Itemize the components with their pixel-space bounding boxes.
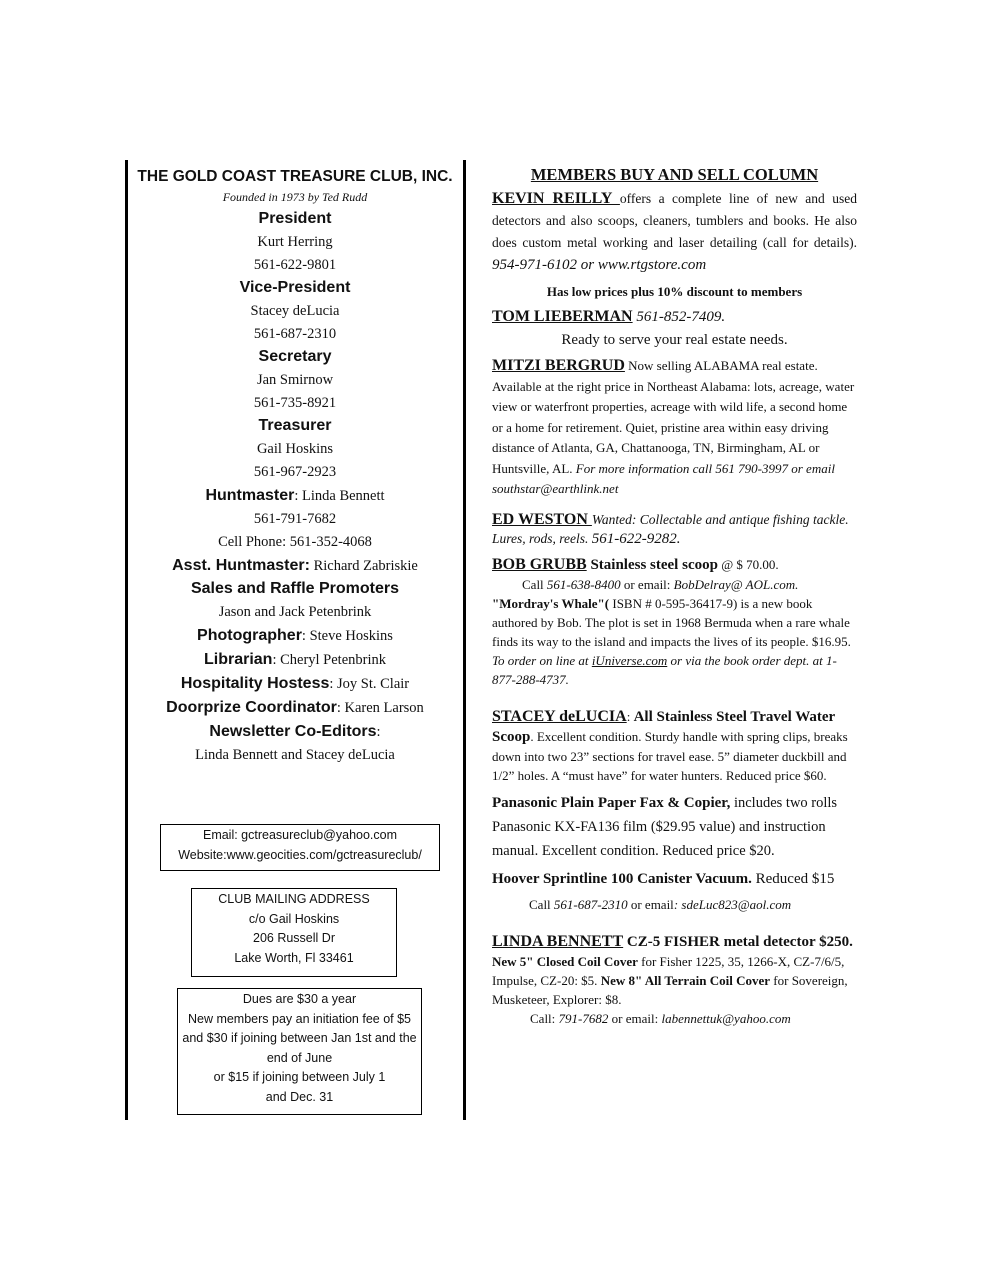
photographer-label: Photographer	[197, 627, 302, 644]
buy-sell-column	[492, 165, 857, 1028]
linda-call-row	[492, 1009, 857, 1028]
huntmaster-phone: 561-791-7682	[253, 511, 337, 527]
mitzi-more: For more information call 561 790-3997 or email southstar@earthlink.net	[492, 460, 835, 496]
bob-call-row	[492, 575, 857, 594]
asst-huntmaster-name: Richard Zabriskie	[309, 558, 418, 574]
stacey-name: STACEY deLUCIA	[492, 707, 627, 725]
ed-text: Wanted: Collectable and antique fishing tackle. Lures, rods, reels.	[492, 511, 849, 546]
linda-call-label: Call:	[530, 1010, 559, 1026]
mailing-heading: CLUB MAILING ADDRESS	[218, 892, 370, 906]
dues-box	[177, 988, 422, 1115]
doorprize-label: Doorprize Coordinator	[166, 699, 337, 716]
stacey-text: . Excellent condition. Sturdy handle with spring clips, breaks down into two 23” sections for travel ease. 5” diameter duckbill and 1/2” holes. A “must have” for water hunters. Reduced price $60.	[492, 728, 848, 783]
tom-name: TOM LIEBERMAN	[492, 308, 633, 325]
officer-name-treasurer: Gail Hoskins	[256, 441, 334, 457]
bob-email: BobDelray@ AOL.com.	[673, 576, 799, 592]
linda-text-2: for Sovereign, Musketeer, Explorer: $8.	[492, 972, 848, 1007]
officer-role-president: President	[258, 210, 332, 227]
newsletter-label: Newsletter Co-Editors	[209, 723, 377, 740]
librarian-row	[130, 651, 460, 669]
bob-name: BOB GRUBB	[492, 555, 587, 573]
mitzi-name: MITZI BERGRUD	[492, 357, 625, 374]
linda-email-label: or email:	[608, 1010, 662, 1026]
kevin-name: KEVIN REILLY	[492, 190, 620, 207]
hospitality-row	[130, 675, 460, 693]
fax-entry	[492, 791, 857, 863]
stacey-entry	[492, 707, 857, 914]
huntmaster-label: Huntmaster	[205, 487, 295, 504]
linda-item: CZ-5 FISHER metal detector $250.	[623, 933, 853, 950]
dues-line-5: or $15 if joining between July 1	[213, 1070, 386, 1084]
bob-order-2: or via the book order dept. at 1-877-288-4737.	[492, 652, 837, 687]
officer-name-vice-president: Stacey deLucia	[250, 303, 340, 319]
linda-new5: New 5" Closed Coil Cover	[492, 953, 638, 969]
club-name: THE GOLD COAST TREASURE CLUB, INC.	[137, 168, 453, 185]
tom-text: Ready to serve your real estate needs.	[561, 332, 788, 348]
officer-role-secretary: Secretary	[258, 348, 332, 365]
ed-entry	[492, 510, 857, 549]
kevin-note: Has low prices plus 10% discount to members	[546, 284, 803, 299]
doorprize-name: : Karen Larson	[336, 700, 424, 716]
asst-huntmaster-row	[130, 557, 460, 575]
bob-book	[492, 594, 857, 689]
stacey-call-label: Call	[529, 896, 554, 912]
sales-label: Sales and Raffle Promoters	[190, 580, 400, 597]
contact-email: Email: gctreasureclub@yahoo.com	[202, 828, 398, 842]
ed-name: ED WESTON	[492, 510, 592, 528]
dues-line-1: Dues are $30 a year	[242, 992, 357, 1006]
dues-line-4: end of June	[266, 1050, 333, 1065]
bob-call-number: 561-638-8400	[546, 576, 621, 592]
librarian-name: : Cheryl Petenbrink	[272, 652, 387, 668]
vacuum-title: Hoover Sprintline 100 Canister Vacuum.	[492, 870, 752, 887]
stacey-call-number: 561-687-2310	[553, 896, 628, 912]
bob-order-link[interactable]: iUniverse.com	[591, 652, 668, 668]
officers-column	[130, 165, 460, 764]
newsletter-names: Linda Bennett and Stacey deLucia	[195, 747, 395, 763]
bob-price: @ $ 70.00.	[717, 556, 779, 572]
stacey-item: All Stainless Steel Travel Water Scoop	[492, 708, 835, 745]
huntmaster-cell: Cell Phone: 561-352-4068	[218, 534, 372, 550]
stacey-email-label: or email	[627, 896, 674, 912]
linda-entry	[492, 932, 857, 1028]
contact-website: Website:www.geocities.com/gctreasureclub/	[178, 847, 422, 862]
photographer-name: : Steve Hoskins	[301, 628, 393, 644]
mailing-line-1: c/o Gail Hoskins	[248, 911, 340, 926]
officer-name-president: Kurt Herring	[257, 234, 333, 250]
left-vertical-rule	[125, 160, 128, 1120]
officer-role-vice-president: Vice-President	[239, 279, 351, 296]
mailing-line-2: 206 Russell Dr	[253, 931, 335, 945]
librarian-label: Librarian	[203, 651, 273, 668]
dues-line-6: and Dec. 31	[265, 1089, 334, 1104]
contact-box	[160, 824, 440, 871]
kevin-contact: 954-971-6102 or www.rtgstore.com	[492, 257, 707, 273]
fax-title: Panasonic Plain Paper Fax & Copier,	[492, 794, 731, 811]
stacey-email: : sdeLuc823@aol.com	[673, 896, 792, 912]
vacuum-text: Reduced $15	[751, 870, 835, 887]
tom-phone: 561-852-7409.	[632, 309, 726, 325]
linda-text-1: for Fisher 1225, 35, 1266-X, CZ-7/6/5, Impulse, CZ-20: $5.	[492, 953, 845, 988]
officer-phone-president: 561-622-9801	[253, 257, 337, 273]
newsletter-row	[130, 723, 460, 741]
sales-names: Jason and Jack Petenbrink	[218, 604, 372, 620]
mailing-address-box	[191, 888, 397, 977]
officer-role-treasurer: Treasurer	[258, 417, 332, 434]
kevin-entry	[492, 188, 857, 276]
linda-email: labennettuk@yahoo.com	[661, 1010, 791, 1026]
officer-phone-treasurer: 561-967-2923	[253, 464, 337, 480]
founded-line: Founded in 1973 by Ted Rudd	[222, 190, 368, 204]
bob-item: Stainless steel scoop	[586, 556, 718, 573]
ed-phone: 561-622-9282.	[591, 530, 681, 547]
newsletter-colon: :	[376, 724, 381, 740]
officer-phone-secretary: 561-735-8921	[253, 395, 337, 411]
hospitality-name: : Joy St. Clair	[329, 676, 410, 692]
linda-new8: New 8" All Terrain Coil Cover	[600, 972, 771, 988]
bob-email-label: or email:	[620, 576, 674, 592]
stacey-call-row	[492, 895, 857, 914]
bob-book-title: "Mordray's Whale"(	[492, 595, 610, 611]
vacuum-entry	[492, 867, 857, 891]
bob-entry	[492, 555, 857, 689]
bob-order-1: To order on line at	[492, 652, 592, 668]
stacey-colon: :	[626, 708, 634, 724]
huntmaster-row	[130, 487, 460, 505]
tom-entry	[492, 307, 857, 327]
linda-call-number: 791-7682	[558, 1010, 609, 1026]
bob-call-label: Call	[522, 576, 547, 592]
mitzi-entry	[492, 356, 857, 500]
bob-book-text: ISBN # 0-595-36417-9) is a new book authored by Bob. The plot is set in 1968 Bermuda when a rare whale finds its way to the island and impacts the lives of its people. $16.95.	[492, 595, 851, 649]
doorprize-row	[130, 699, 460, 717]
dues-line-3: and $30 if joining between Jan 1st and the	[182, 1031, 417, 1045]
mailing-line-3: Lake Worth, Fl 33461	[234, 950, 354, 965]
fax-text: includes two rolls Panasonic KX-FA136 film ($29.95 value) and instruction manual. Excellent condition. Reduced price $20.	[492, 794, 838, 859]
dues-line-2: New members pay an initiation fee of $5	[187, 1011, 412, 1026]
column-title: MEMBERS BUY AND SELL COLUMN	[530, 165, 819, 184]
center-vertical-rule	[463, 160, 466, 1120]
photographer-row	[130, 627, 460, 645]
hospitality-label: Hospitality Hostess	[180, 675, 330, 692]
huntmaster-name: : Linda Bennett	[294, 488, 385, 504]
asst-huntmaster-label: Asst. Huntmaster:	[172, 557, 310, 574]
officer-name-secretary: Jan Smirnow	[256, 372, 334, 388]
kevin-text: offers a complete line of new and used detectors and also scoops, cleaners, tumblers and books. He also does custom metal working and laser detailing (call for details).	[492, 191, 857, 250]
linda-name: LINDA BENNETT	[492, 932, 624, 950]
mitzi-text: Now selling ALABAMA real estate. Available at the right price in Northeast Alabama: lots, acreage, water view or waterfront properties, acreage with wild life, a second home or a home for retirement. Quiet, pristine area within easy driving distance of Atlanta, GA, Chattanooga, TN, Birmingham, AL or Huntsville, AL.	[492, 358, 855, 476]
officer-phone-vice-president: 561-687-2310	[253, 326, 337, 342]
